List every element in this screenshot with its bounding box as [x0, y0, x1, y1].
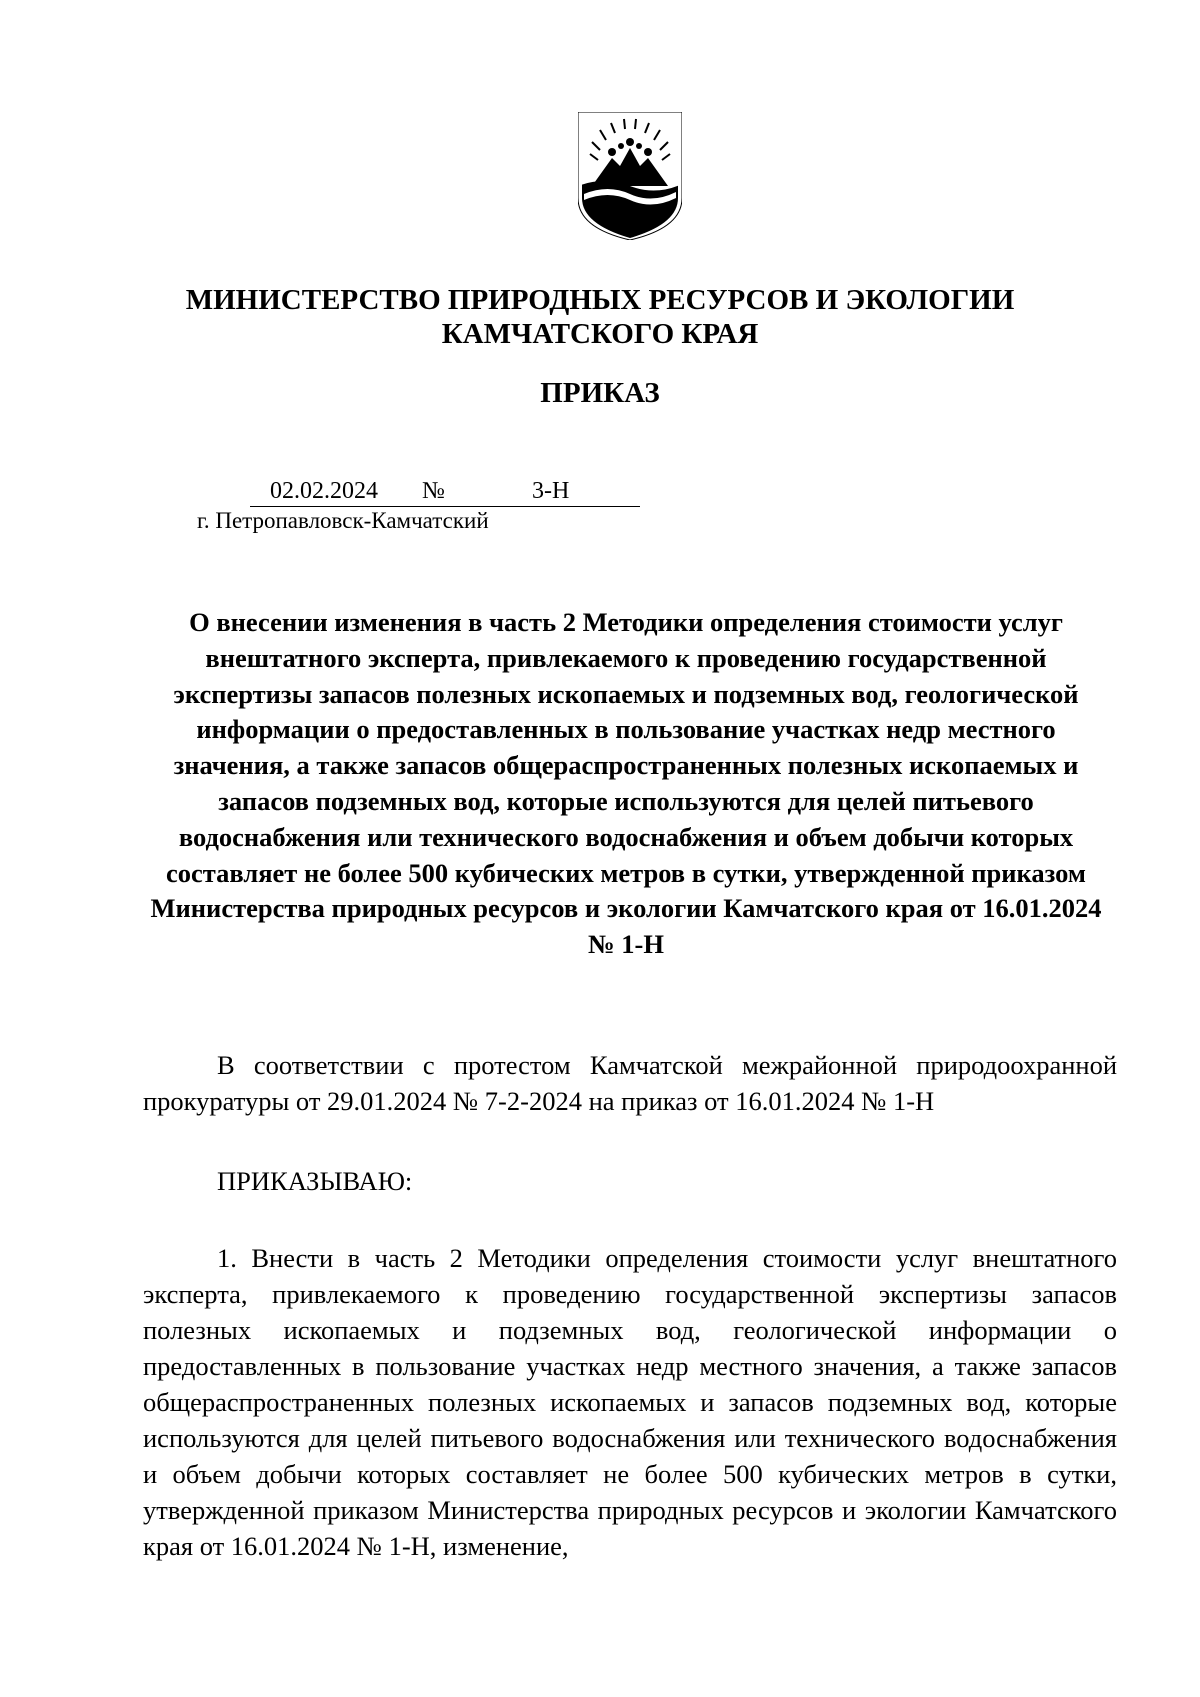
kamchatka-coat-of-arms-icon — [578, 112, 682, 240]
document-number: 3-Н — [532, 478, 570, 504]
ministry-name — [0, 283, 1200, 351]
number-sign: № — [422, 478, 445, 504]
document-type: ПРИКАЗ — [540, 377, 660, 409]
order-word: ПРИКАЗЫВАЮ: — [217, 1166, 413, 1196]
ministry-name-line2: КАМЧАТСКОГО КРАЯ — [441, 318, 759, 350]
item-1-paragraph: 1. Внести в часть 2 Методики определения стоимости услуг внештатного эксперта, привлекаемого к проведению государственной экспертизы запасов полезных ископаемых и подземных вод, геологической информации о предоставленных в пользование участках недр местного значения, а также запасов общераспространенных полезных ископаемых и запасов подземных вод, которые используются для целей питьевого водоснабжения или технического водоснабжения и объем добычи которых составляет не более 500 кубических метров в сутки, утвержденной приказом Министерства природных ресурсов и экологии Камчатского края от 16.01.2024 № 1-Н, изменение, — [143, 1243, 1117, 1561]
issue-city: г. Петропавловск-Камчатский — [197, 508, 489, 533]
date-number-line — [250, 476, 640, 507]
document-subject: О внесении изменения в часть 2 Методики определения стоимости услуг внештатного эксперта, привлекаемого к проведению государственной экспертизы запасов полезных ископаемых и подземных вод, геологической информации о предоставленных в пользование участках недр местного значения, а также запасов общераспространенных полезных ископаемых и запасов подземных вод, которые используются для целей питьевого водоснабжения или технического водоснабжения и объем добычи которых составляет не более 500 кубических метров в сутки, утвержденной приказом Министерства природных ресурсов и экологии Камчатского края от 16.01.2024 № 1-Н — [150, 607, 1102, 960]
ministry-name-line1: МИНИСТЕРСТВО ПРИРОДНЫХ РЕСУРСОВ И ЭКОЛОГИИ — [185, 284, 1015, 316]
preamble-paragraph: В соответствии с протестом Камчатской межрайонной природоохранной прокуратуры от 29.01.2024 № 7-2-2024 на приказ от 16.01.2024 № 1-Н — [143, 1050, 1117, 1116]
document-date: 02.02.2024 — [270, 478, 378, 504]
